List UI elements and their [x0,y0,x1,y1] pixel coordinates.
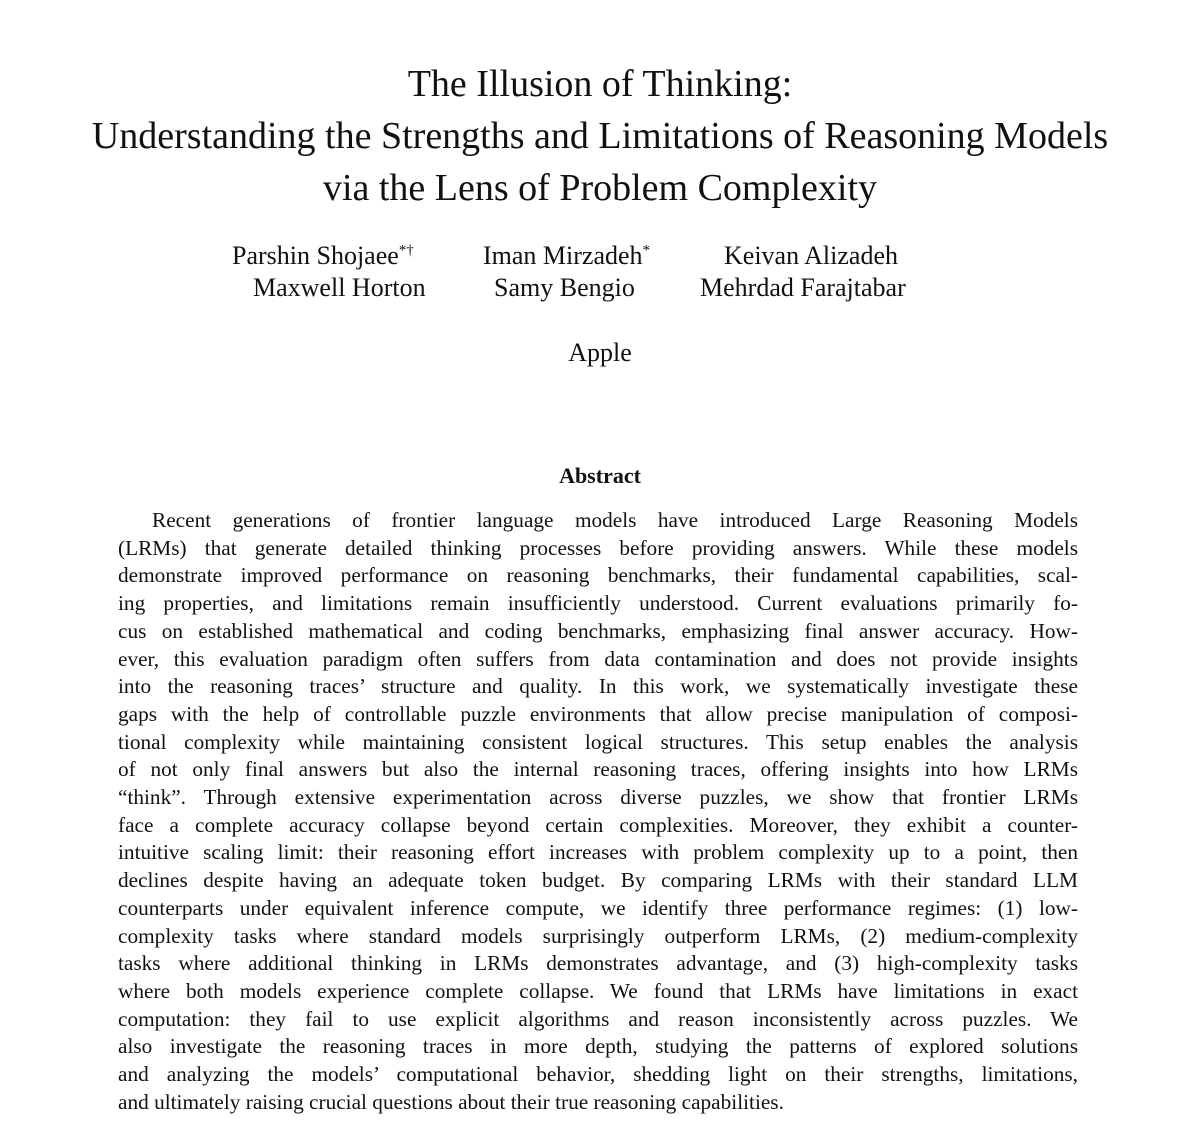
abstract-line: computation: they fail to use explicit algorithms and reason inconsistently across puzzles. We [118,1006,1078,1031]
abstract-line: intuitive scaling limit: their reasoning effort increases with problem complexity up to a point, then [118,840,1078,865]
abstract-line: cus on established mathematical and coding benchmarks, emphasizing final answer accuracy. How- [118,618,1078,643]
title-line-2: Understanding the Strengths and Limitations of Reasoning Models [91,115,1109,157]
title-line-1: The Illusion of Thinking: [407,63,793,105]
abstract-heading: Abstract [559,463,641,488]
abstract-line: where both models experience complete collapse. We found that LRMs have limitations in exact [118,978,1078,1003]
author-name: Samy Bengio [494,273,635,302]
author-name: Keivan Alizadeh [724,241,898,270]
abstract-line: gaps with the help of controllable puzzle environments that allow precise manipulation of composi- [118,701,1078,726]
abstract-line: (LRMs) that generate detailed thinking processes before providing answers. While these models [118,535,1078,560]
abstract-line: also investigate the reasoning traces in more depth, studying the patterns of explored solutions [118,1034,1078,1059]
author-affiliation-mark: *† [398,242,414,259]
abstract-line: into the reasoning traces’ structure and quality. In this work, we systematically investigate these [118,674,1078,699]
author-affiliation-mark: * [642,242,651,259]
abstract-line: declines despite having an adequate token budget. By comparing LRMs with their standard LLM [118,868,1078,893]
abstract-line: counterparts under equivalent inference compute, we identify three performance regimes: (1) low- [118,895,1078,920]
author-name: Iman Mirzadeh* [483,241,651,270]
author-name: Maxwell Horton [253,273,426,302]
abstract-line: Recent generations of frontier language models have introduced Large Reasoning Models [152,508,1078,532]
abstract-line: demonstrate improved performance on reasoning benchmarks, their fundamental capabilities, scal- [118,563,1078,588]
paper-title [0,58,1200,214]
abstract-line: and analyzing the models’ computational behavior, shedding light on their strengths, limitations, [118,1062,1078,1087]
abstract-line: and ultimately raising crucial questions about their true reasoning capabilities. [118,1089,784,1114]
abstract-line: ing properties, and limitations remain insufficiently understood. Current evaluations primarily fo- [118,591,1078,616]
abstract-line: ever, this evaluation paradigm often suffers from data contamination and does not provide insights [118,646,1078,671]
author-name: Mehrdad Farajtabar [700,273,906,302]
abstract-line: face a complete accuracy collapse beyond certain complexities. Moreover, they exhibit a counter- [118,812,1078,837]
abstract-line: complexity tasks where standard models surprisingly outperform LRMs, (2) medium-complexity [118,923,1078,948]
affiliation: Apple [568,338,632,367]
abstract-line: tional complexity while maintaining consistent logical structures. This setup enables the analysis [118,729,1078,754]
abstract-body [118,507,1078,1116]
abstract-line: of not only final answers but also the internal reasoning traces, offering insights into how LRMs [118,757,1078,782]
author-name: Parshin Shojaee*† [232,241,414,270]
abstract-line: tasks where additional thinking in LRMs demonstrates advantage, and (3) high-complexity tasks [118,951,1078,976]
abstract-line: “think”. Through extensive experimentation across diverse puzzles, we show that frontier LRMs [118,785,1078,810]
title-line-3: via the Lens of Problem Complexity [322,167,878,209]
